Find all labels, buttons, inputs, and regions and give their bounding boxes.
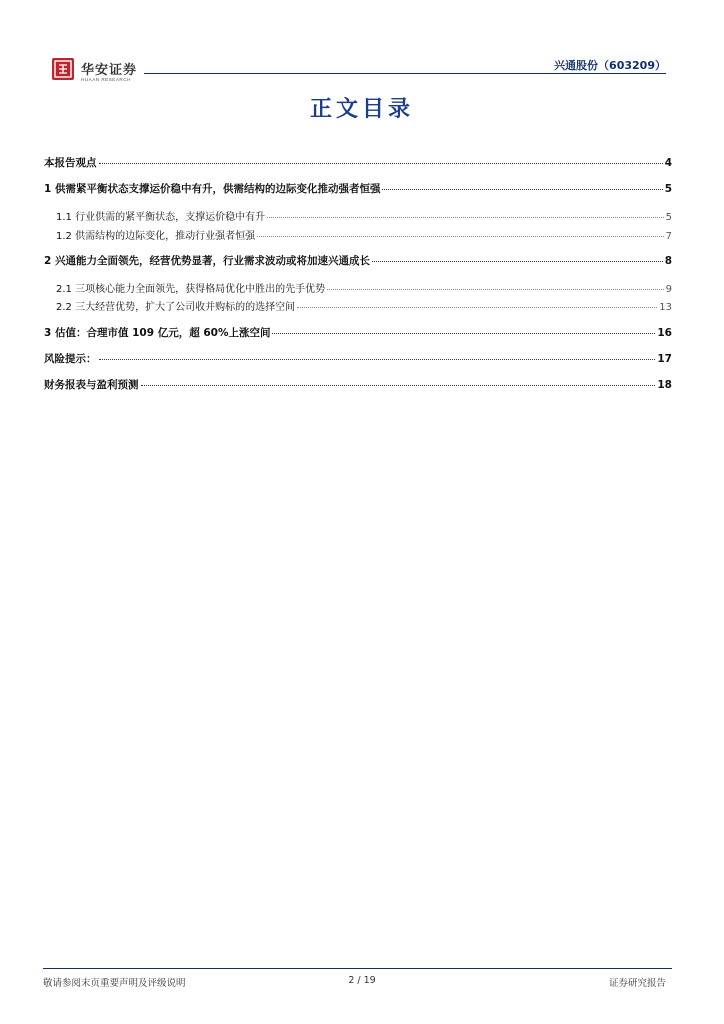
company-logo (52, 58, 172, 86)
toc-entry-label: 2 兴通能力全面领先，经营优势显著，行业需求波动或将加速兴通成长 (44, 255, 370, 267)
toc-entry-page: 5 (664, 183, 672, 195)
toc-entry-page: 4 (664, 157, 672, 169)
toc-entry[interactable] (44, 377, 672, 392)
toc-entry-label: 3 估值：合理市值 109 亿元，超 60%上涨空间 (44, 327, 271, 339)
toc-entry[interactable] (44, 181, 672, 196)
toc-entry-label: 2.1 三项核心能力全面领先，获得格局优化中胜出的先手优势 (56, 284, 326, 295)
toc-entry[interactable] (44, 208, 672, 223)
toc-entry-label: 2.2 三大经营优势，扩大了公司收并购标的的选择空间 (56, 302, 296, 313)
seal-icon (52, 58, 74, 80)
toc-entry-label: 本报告观点 (44, 157, 97, 169)
toc-entry[interactable] (44, 280, 672, 295)
toc-entry-label: 1.1 行业供需的紧平衡状态，支撑运价稳中有升 (56, 212, 266, 223)
toc-entry[interactable] (44, 227, 672, 242)
leader-dots (272, 332, 655, 334)
toc-entry-page: 9 (665, 284, 672, 295)
report-type: 证券研究报告 (608, 978, 666, 989)
leader-dots (372, 260, 663, 262)
toc-entry-page: 18 (657, 379, 672, 391)
toc-entry-label: 1.2 供需结构的边际变化，推动行业强者恒强 (56, 231, 256, 242)
toc-entry-label: 1 供需紧平衡状态支撑运价稳中有升，供需结构的边际变化推动强者恒强 (44, 183, 381, 195)
leader-dots (382, 188, 662, 190)
page-number: 2 / 19 (348, 975, 376, 986)
toc-entry[interactable] (44, 253, 672, 268)
logo-name: 华安证券 (81, 63, 138, 78)
toc-entry-page: 13 (659, 302, 672, 313)
stock-title: 兴通股份（603209） (554, 59, 666, 72)
toc-entry-page: 7 (665, 231, 672, 242)
leader-dots (327, 288, 664, 290)
page-title: 正文目录 (309, 96, 414, 122)
leader-dots (267, 216, 664, 218)
leader-dots (99, 162, 663, 164)
footer-divider (43, 968, 672, 969)
toc-entry[interactable] (44, 298, 672, 313)
leader-dots (257, 235, 664, 237)
toc-entry[interactable] (44, 155, 672, 170)
toc-entry-label: 财务报表与盈利预测 (44, 379, 139, 391)
toc-entry-label: 风险提示： (44, 353, 97, 365)
toc-entry[interactable] (44, 351, 672, 366)
leader-dots (141, 384, 656, 386)
toc-entry[interactable] (44, 325, 672, 340)
toc-entry-page: 16 (657, 327, 672, 339)
disclaimer-note: 敬请参阅末页重要声明及评级说明 (43, 978, 186, 989)
page-header (52, 54, 666, 84)
leader-dots (297, 306, 657, 308)
toc-entry-page: 17 (657, 353, 672, 365)
toc-entry-page: 8 (664, 255, 672, 267)
logo-subtitle: HUAAN RESEARCH (81, 77, 131, 82)
leader-dots (99, 358, 656, 360)
toc-entry-page: 5 (665, 212, 672, 223)
header-divider (144, 73, 666, 74)
